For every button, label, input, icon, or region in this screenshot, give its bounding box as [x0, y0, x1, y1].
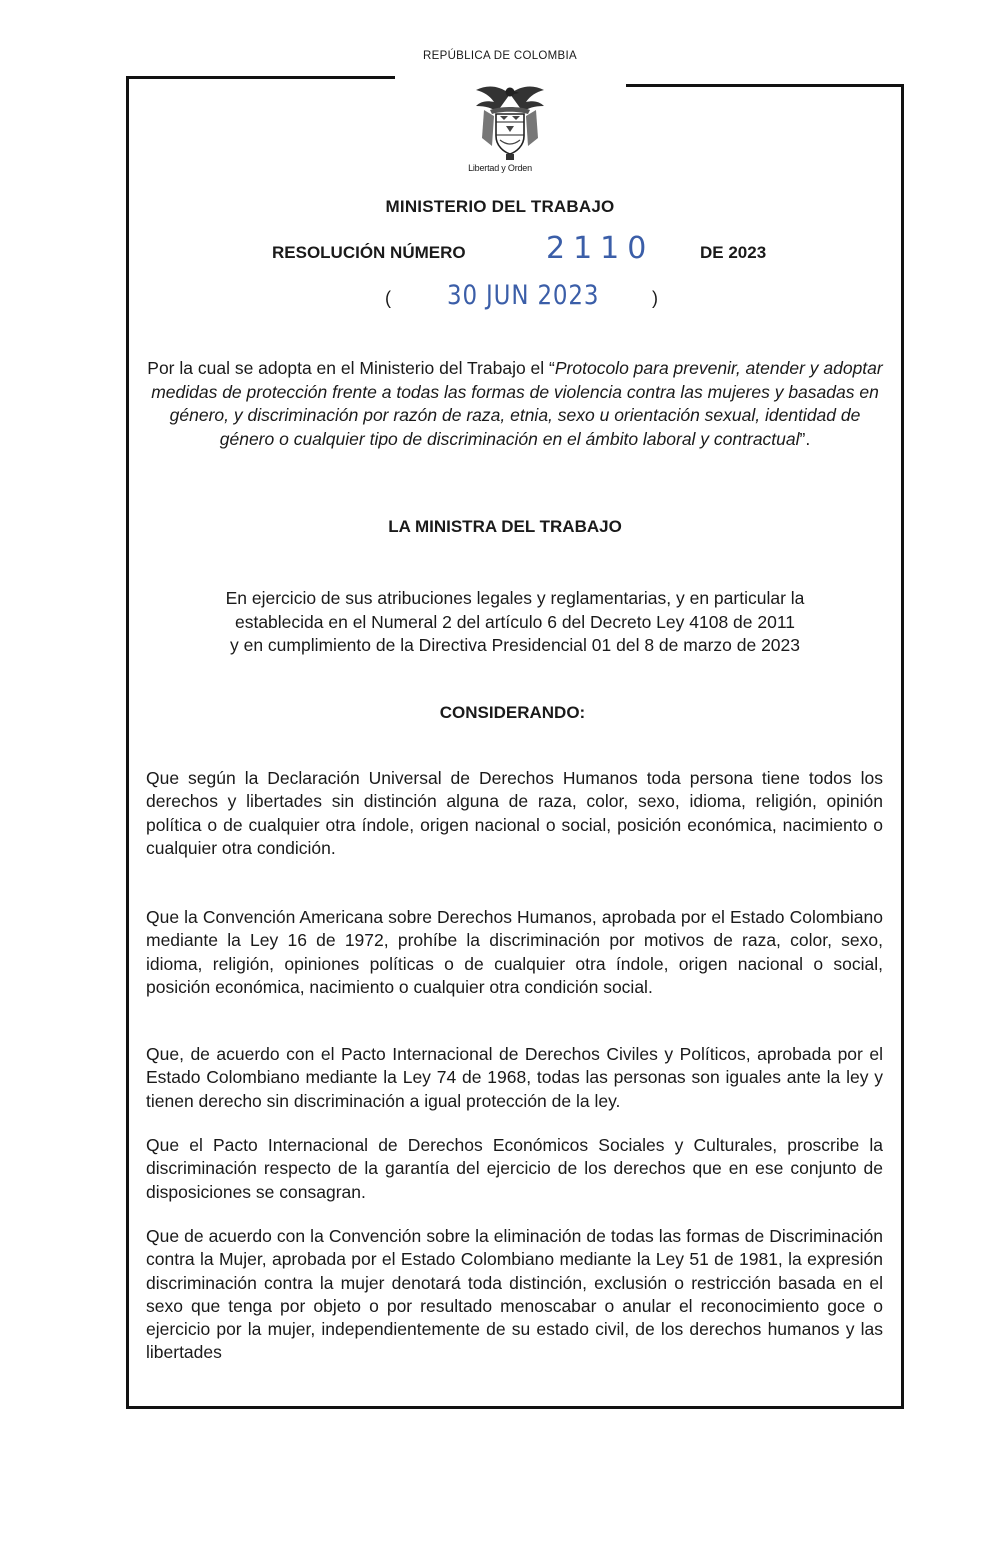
- ministry-title: MINISTERIO DEL TRABAJO: [385, 197, 615, 216]
- considering-paragraph: Que la Convención Americana sobre Derechos Humanos, aprobada por el Estado Colombiano mediante la Ley 16 de 1972, prohíbe la discriminación por motivos de raza, color, sexo, idioma, religión, opiniones políticas o de cualquier otra índole, origen nacional o social, posición económica, nacimiento o cualquier otra condición social.: [146, 907, 883, 997]
- date-paren-open: (: [385, 288, 391, 308]
- considering-paragraph: Que de acuerdo con la Convención sobre la eliminación de todas las formas de Discriminación contra la Mujer, aprobada por el Estado Colombiano mediante la Ley 51 de 1981, la expresión discriminación contra la mujer denotará toda distinción, exclusión o restricción basada en el sexo que tenga por objeto o por resultado menoscabar o anular el reconocimiento goce o ejercicio por la mujer, independientemente de su estado civil, de los derechos humanos y las libertades: [146, 1226, 883, 1363]
- purpose-intro: Por la cual se adopta en el Ministerio del Trabajo el “: [147, 358, 555, 378]
- frame-left-border: [126, 76, 129, 1409]
- considering-paragraph: Que, de acuerdo con el Pacto Internacional de Derechos Civiles y Políticos, aprobada por el Estado Colombiano mediante la Ley 74 de 1968, todas las personas son iguales ante la ley y tienen derecho sin discriminación a igual protección de la ley.: [146, 1044, 883, 1111]
- legal-basis-line: En ejercicio de sus atribuciones legales y reglamentarias, y en particular la: [225, 588, 805, 608]
- purpose-closing: ”.: [799, 428, 811, 449]
- considering-paragraph: Que según la Declaración Universal de Derechos Humanos toda persona tiene todos los derechos y libertades sin distinción alguna de raza, color, sexo, idioma, religión, opinión política o de cualquier otra índole, origen nacional o social, posición económica, nacimiento o cualquier otra condición.: [146, 768, 883, 858]
- considering-paragraph: Que el Pacto Internacional de Derechos Económicos Sociales y Culturales, proscribe la discriminación respecto de la garantía del ejercicio de los derechos que en ese conjunto de disposiciones se consagran.: [146, 1135, 883, 1202]
- frame-top-left-border: [127, 76, 395, 79]
- seal-motto: Libertad y Orden: [468, 163, 532, 173]
- considering-heading: CONSIDERANDO:: [439, 703, 586, 722]
- frame-right-border: [901, 84, 904, 1409]
- resolution-label: RESOLUCIÓN NÚMERO: [272, 243, 466, 262]
- legal-basis: [150, 587, 880, 658]
- resolution-number-stamp: 2110: [546, 231, 655, 266]
- legal-basis-line: establecida en el Numeral 2 del artículo 6 del Decreto Ley 4108 de 2011: [234, 611, 796, 632]
- resolution-purpose: [140, 357, 890, 451]
- coat-of-arms-seal: [470, 80, 550, 166]
- frame-bottom-border: [126, 1406, 904, 1409]
- protocol-title: Protocolo para prevenir, atender y adoptar medidas de protección frente a todas las formas de violencia contra las mujeres y basadas en género, y discriminación por razón de raza, etnia, sexo u orientación sexual, identidad de género o cualquier tipo de discriminación en el ámbito laboral y contractual: [151, 358, 883, 449]
- republic-header: REPÚBLICA DE COLOMBIA: [423, 50, 577, 62]
- authority-heading: LA MINISTRA DEL TRABAJO: [388, 517, 622, 536]
- legal-basis-line: y en cumplimiento de la Directiva Presidencial 01 del 8 de marzo de 2023: [229, 635, 801, 655]
- date-stamp: 30 JUN 2023: [447, 280, 600, 311]
- date-paren-close: ): [652, 288, 658, 308]
- resolution-year: DE 2023: [700, 243, 767, 262]
- frame-top-right-border: [626, 84, 903, 87]
